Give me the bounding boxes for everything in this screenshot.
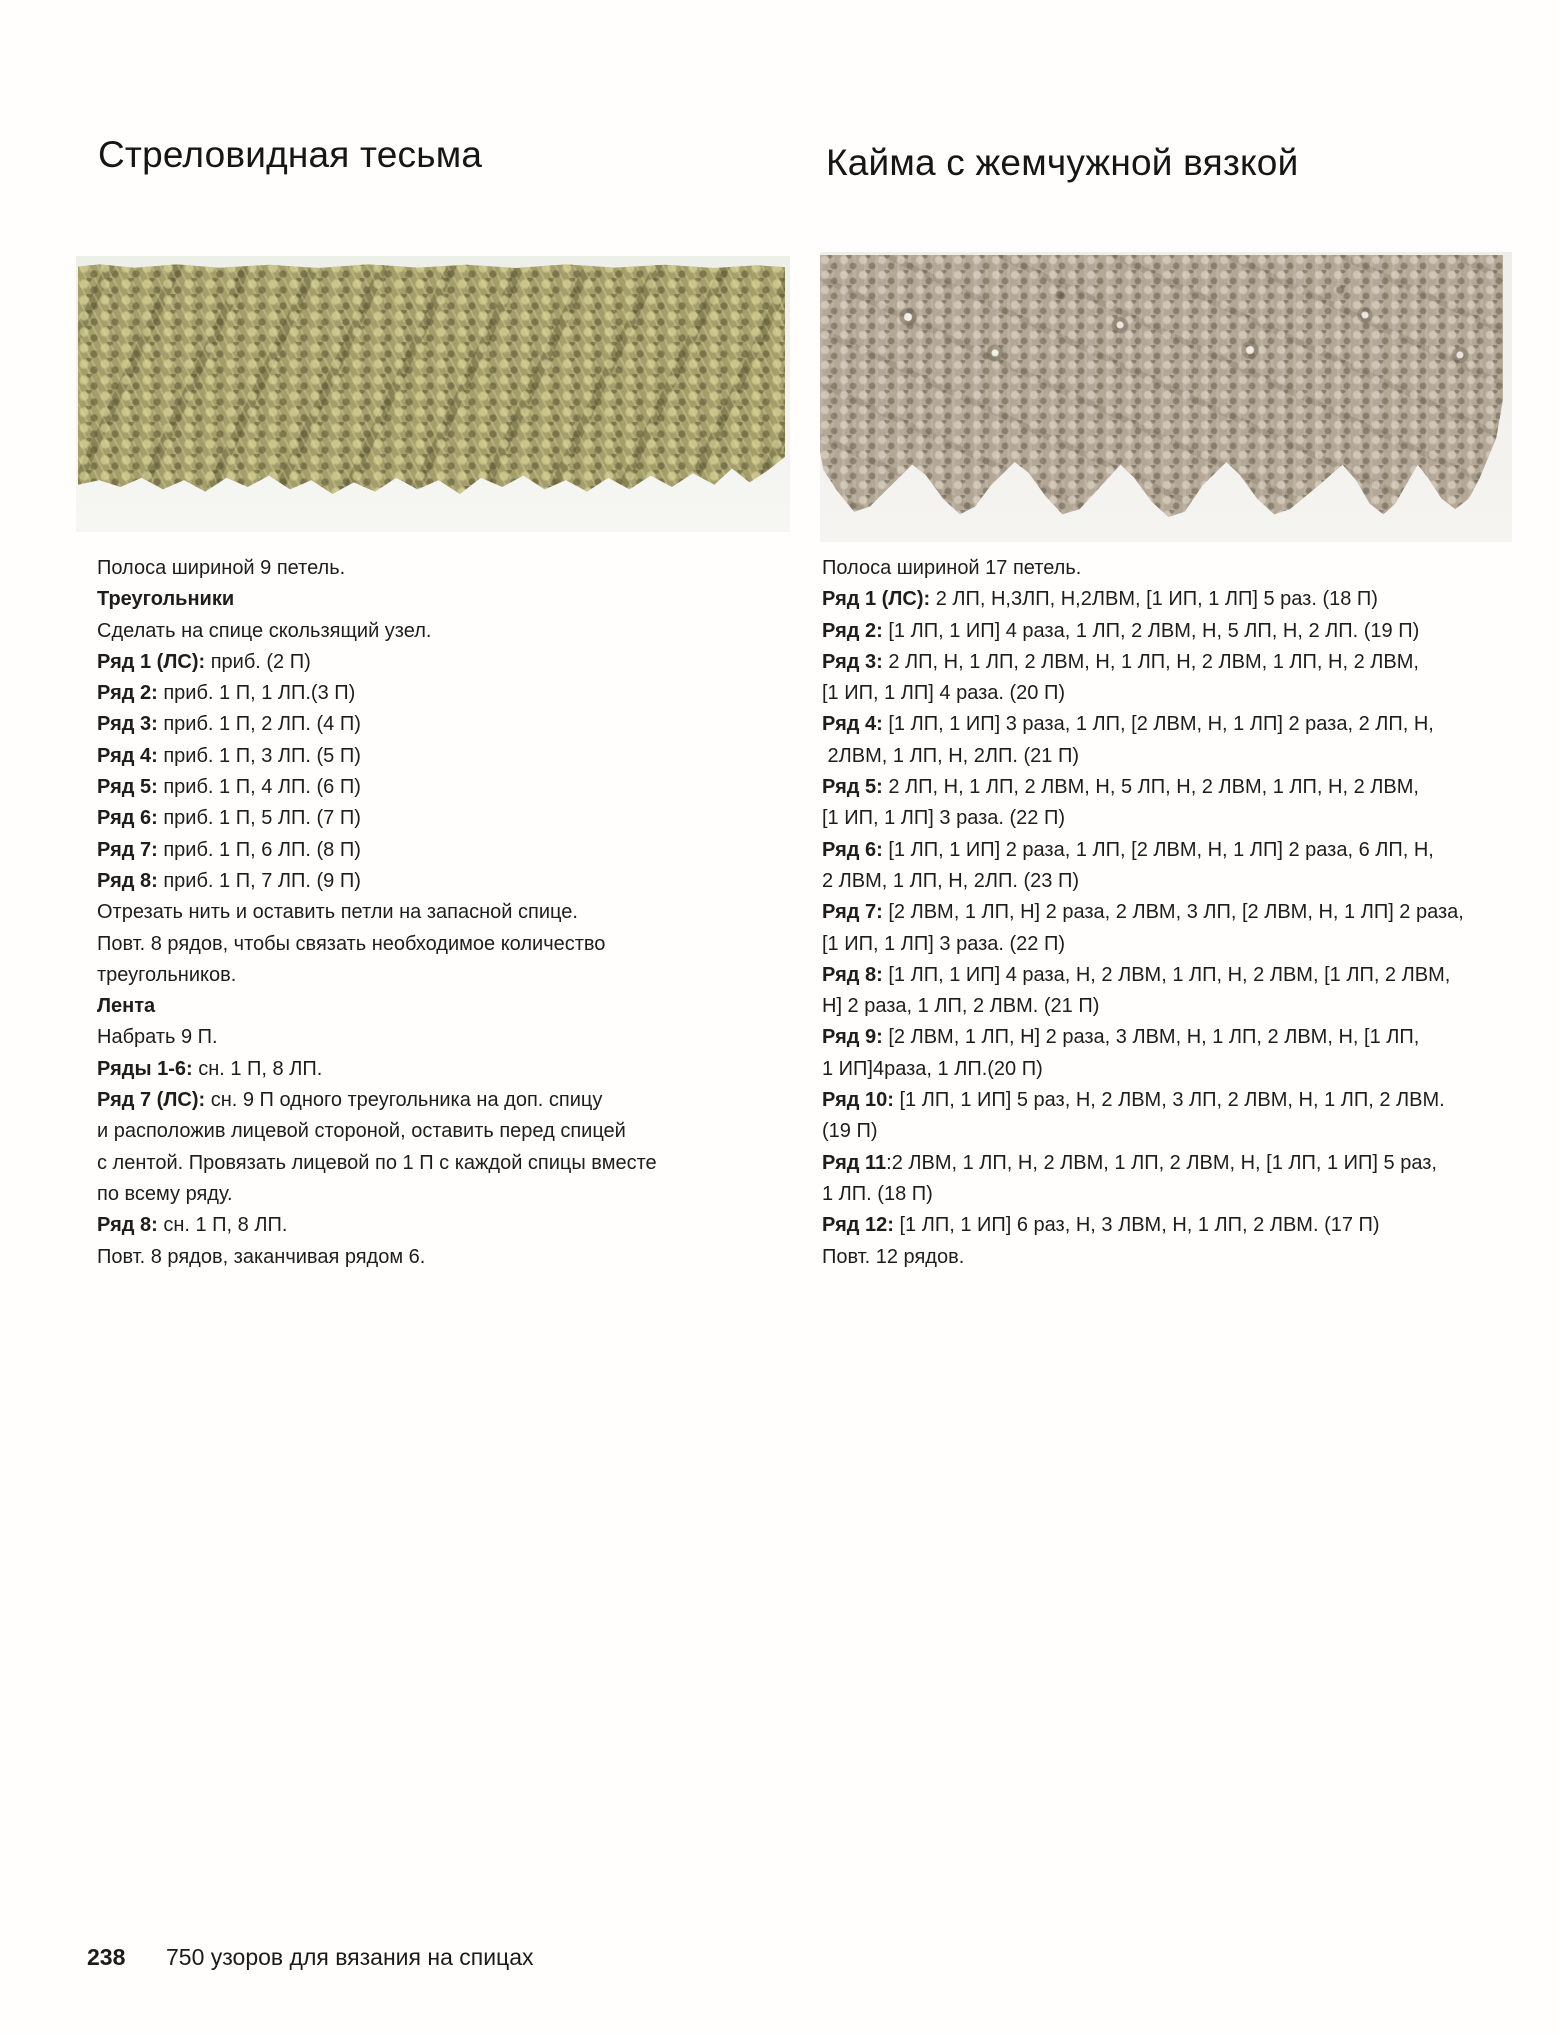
row-instructions: Повт. 8 рядов, заканчивая рядом 6. bbox=[97, 1245, 426, 1268]
row-label: Ряд 7: bbox=[822, 901, 883, 924]
pattern-line bbox=[822, 741, 1534, 772]
row-instructions: Отрезать нить и оставить петли на запасной спице. bbox=[97, 901, 578, 924]
pattern-line bbox=[822, 709, 1534, 740]
row-label: Ряд 4: bbox=[97, 744, 158, 767]
pattern-line bbox=[97, 991, 717, 1022]
row-instructions: приб. (2 П) bbox=[205, 650, 311, 673]
pattern-line bbox=[822, 960, 1534, 991]
row-label: Ряд 8: bbox=[97, 1214, 158, 1237]
row-instructions: Повт. 8 рядов, чтобы связать необходимое количество bbox=[97, 932, 606, 955]
row-label: Ряд 9: bbox=[822, 1026, 883, 1049]
pattern-line bbox=[822, 772, 1534, 803]
row-instructions: Набрать 9 П. bbox=[97, 1026, 218, 1049]
row-instructions: [1 ИП, 1 ЛП] 3 раза. (22 П) bbox=[822, 807, 1065, 830]
row-label: Ряд 1 (ЛС): bbox=[97, 650, 206, 673]
row-instructions: Сделать на спице скользящий узел. bbox=[97, 619, 432, 642]
left-pattern-title: Стреловидная тесьма bbox=[98, 134, 483, 175]
row-instructions: треугольников. bbox=[97, 963, 237, 986]
row-instructions: [1 ИП, 1 ЛП] 3 раза. (22 П) bbox=[822, 932, 1065, 955]
row-instructions: приб. 1 П, 2 ЛП. (4 П) bbox=[157, 713, 361, 736]
pattern-line bbox=[822, 616, 1534, 647]
pattern-line bbox=[97, 1054, 717, 1085]
left-instructions bbox=[97, 553, 717, 1273]
page-number: 238 bbox=[87, 1944, 126, 1970]
pattern-line bbox=[822, 991, 1534, 1022]
row-label: Ряд 8: bbox=[822, 963, 883, 986]
row-instructions: 2 ЛП, Н,3ЛП, Н,2ЛВМ, [1 ИП, 1 ЛП] 5 раз. (18 П) bbox=[930, 588, 1378, 611]
row-label: Ряды 1-6: bbox=[97, 1057, 193, 1080]
pattern-line bbox=[822, 835, 1534, 866]
pattern-line bbox=[97, 584, 717, 615]
pattern-line bbox=[97, 1242, 717, 1273]
row-label: Ряд 6: bbox=[822, 838, 883, 861]
olive-knit-braid-texture bbox=[78, 262, 785, 494]
pattern-line bbox=[97, 553, 717, 584]
pattern-line bbox=[97, 616, 717, 647]
row-instructions: [1 ЛП, 1 ИП] 2 раза, 1 ЛП, [2 ЛВМ, Н, 1 ЛП] 2 раза, 6 ЛП, Н, bbox=[882, 838, 1434, 861]
pattern-line bbox=[97, 929, 717, 960]
row-label: Ряд 6: bbox=[97, 807, 158, 830]
row-label: Ряд 1 (ЛС): bbox=[822, 588, 931, 611]
row-instructions: Полоса шириной 17 петель. bbox=[822, 557, 1082, 579]
pattern-line bbox=[822, 866, 1534, 897]
pattern-line bbox=[822, 1054, 1534, 1085]
pattern-line bbox=[822, 647, 1534, 678]
pattern-line bbox=[822, 1210, 1534, 1241]
pattern-line bbox=[822, 584, 1534, 615]
row-label: Ряд 7 (ЛС): bbox=[97, 1089, 206, 1112]
beige-knit-border-texture bbox=[820, 255, 1503, 517]
pattern-line bbox=[822, 1022, 1534, 1053]
row-instructions: с лентой. Провязать лицевой по 1 П с каждой спицы вместе bbox=[97, 1151, 657, 1174]
row-instructions: приб. 1 П, 4 ЛП. (6 П) bbox=[157, 776, 361, 799]
book-title: 750 узоров для вязания на спицах bbox=[166, 1944, 534, 1970]
pattern-line bbox=[97, 803, 717, 834]
row-instructions: [1 ЛП, 1 ИП] 4 раза, 1 ЛП, 2 ЛВМ, Н, 5 ЛП, Н, 2 ЛП. (19 П) bbox=[882, 619, 1420, 642]
row-label: Ряд 5: bbox=[822, 776, 883, 799]
row-instructions: по всему ряду. bbox=[97, 1182, 233, 1205]
pattern-line bbox=[97, 866, 717, 897]
row-label: Треугольники bbox=[97, 588, 235, 611]
row-instructions: сн. 1 П, 8 ЛП. bbox=[157, 1214, 288, 1237]
row-label: Ряд 2: bbox=[822, 619, 883, 642]
pattern-line bbox=[97, 647, 717, 678]
row-instructions: 2 ЛВМ, 1 ЛП, Н, 2ЛП. (23 П) bbox=[822, 869, 1080, 892]
pattern-line bbox=[822, 1242, 1534, 1273]
pattern-line bbox=[97, 1085, 717, 1116]
pattern-line bbox=[97, 709, 717, 740]
row-label: Ряд 5: bbox=[97, 776, 158, 799]
pattern-line bbox=[97, 835, 717, 866]
row-instructions: [1 ЛП, 1 ИП] 5 раз, Н, 2 ЛВМ, 3 ЛП, 2 ЛВМ, Н, 1 ЛП, 2 ЛВМ. bbox=[893, 1089, 1445, 1112]
pattern-line bbox=[822, 897, 1534, 928]
pattern-line bbox=[97, 897, 717, 928]
row-label: Ряд 3: bbox=[822, 650, 883, 673]
pattern-line bbox=[822, 1085, 1534, 1116]
row-instructions: 2 ЛП, Н, 1 ЛП, 2 ЛВМ, Н, 5 ЛП, Н, 2 ЛВМ, 1 ЛП, Н, 2 ЛВМ, bbox=[882, 776, 1419, 799]
row-instructions: приб. 1 П, 7 ЛП. (9 П) bbox=[157, 869, 361, 892]
pattern-line bbox=[97, 1210, 717, 1241]
row-instructions: Н] 2 раза, 1 ЛП, 2 ЛВМ. (21 П) bbox=[822, 995, 1100, 1018]
pattern-line bbox=[822, 1148, 1534, 1179]
row-label: Ряд 11 bbox=[822, 1151, 887, 1174]
row-instructions: [1 ЛП, 1 ИП] 4 раза, Н, 2 ЛВМ, 1 ЛП, Н, 2 ЛВМ, [1 ЛП, 2 ЛВМ, bbox=[882, 963, 1451, 986]
pattern-line bbox=[822, 929, 1534, 960]
row-instructions: [2 ЛВМ, 1 ЛП, Н] 2 раза, 2 ЛВМ, 3 ЛП, [2 ЛВМ, Н, 1 ЛП] 2 раза, bbox=[882, 901, 1464, 924]
pattern-line bbox=[97, 678, 717, 709]
row-label: Ряд 12: bbox=[822, 1214, 894, 1237]
row-instructions: приб. 1 П, 3 ЛП. (5 П) bbox=[157, 744, 361, 767]
pattern-line bbox=[97, 1116, 717, 1147]
right-swatch-photo bbox=[820, 252, 1512, 542]
row-instructions: сн. 1 П, 8 ЛП. bbox=[192, 1057, 323, 1080]
pattern-line bbox=[97, 1148, 717, 1179]
row-instructions: 2ЛВМ, 1 ЛП, Н, 2ЛП. (21 П) bbox=[822, 744, 1080, 767]
row-instructions: приб. 1 П, 6 ЛП. (8 П) bbox=[157, 838, 361, 861]
row-instructions: [1 ИП, 1 ЛП] 4 раза. (20 П) bbox=[822, 682, 1065, 705]
left-swatch-photo bbox=[76, 256, 790, 532]
row-instructions: :2 ЛВМ, 1 ЛП, Н, 2 ЛВМ, 1 ЛП, 2 ЛВМ, Н, [1 ЛП, 1 ИП] 5 раз, bbox=[886, 1151, 1437, 1174]
pattern-line bbox=[97, 960, 717, 991]
row-instructions: [2 ЛВМ, 1 ЛП, Н] 2 раза, 3 ЛВМ, Н, 1 ЛП, 2 ЛВМ, Н, [1 ЛП, bbox=[882, 1026, 1420, 1049]
row-instructions: [1 ЛП, 1 ИП] 3 раза, 1 ЛП, [2 ЛВМ, Н, 1 ЛП] 2 раза, 2 ЛП, Н, bbox=[882, 713, 1434, 736]
row-instructions: Полоса шириной 9 петель. bbox=[97, 557, 346, 579]
row-instructions: Повт. 12 рядов. bbox=[822, 1245, 965, 1268]
row-label: Ряд 8: bbox=[97, 869, 158, 892]
pattern-line bbox=[822, 678, 1534, 709]
right-instructions bbox=[822, 553, 1534, 1273]
row-instructions: 2 ЛП, Н, 1 ЛП, 2 ЛВМ, Н, 1 ЛП, Н, 2 ЛВМ, 1 ЛП, Н, 2 ЛВМ, bbox=[882, 650, 1419, 673]
row-instructions: сн. 9 П одного треугольника на доп. спицу bbox=[205, 1089, 603, 1112]
pattern-line bbox=[822, 1179, 1534, 1210]
row-label: Ряд 7: bbox=[97, 838, 158, 861]
row-label: Ряд 4: bbox=[822, 713, 883, 736]
row-label: Ряд 3: bbox=[97, 713, 158, 736]
row-label: Ряд 10: bbox=[822, 1089, 894, 1112]
right-pattern-title: Кайма с жемчужной вязкой bbox=[826, 142, 1299, 183]
pattern-line bbox=[97, 1179, 717, 1210]
row-label: Ряд 2: bbox=[97, 682, 158, 705]
pattern-line bbox=[822, 1116, 1534, 1147]
row-instructions: приб. 1 П, 5 ЛП. (7 П) bbox=[157, 807, 361, 830]
row-instructions: [1 ЛП, 1 ИП] 6 раз, Н, 3 ЛВМ, Н, 1 ЛП, 2 ЛВМ. (17 П) bbox=[893, 1214, 1380, 1237]
pattern-line bbox=[97, 772, 717, 803]
row-label: Лента bbox=[97, 995, 156, 1018]
pattern-line bbox=[97, 741, 717, 772]
pattern-line bbox=[822, 553, 1534, 584]
pattern-line bbox=[822, 803, 1534, 834]
pattern-line bbox=[97, 1022, 717, 1053]
row-instructions: и расположив лицевой стороной, оставить перед спицей bbox=[97, 1120, 626, 1143]
row-instructions: 1 ЛП. (18 П) bbox=[822, 1182, 933, 1205]
row-instructions: (19 П) bbox=[822, 1120, 878, 1143]
row-instructions: приб. 1 П, 1 ЛП.(3 П) bbox=[157, 682, 356, 705]
row-instructions: 1 ИП]4раза, 1 ЛП.(20 П) bbox=[822, 1057, 1043, 1080]
